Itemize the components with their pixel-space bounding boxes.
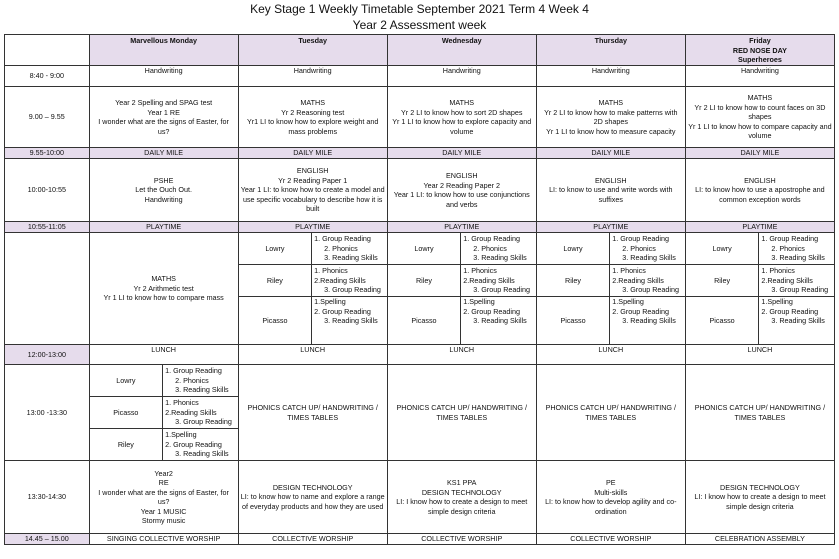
group-activities: 1. Group Reading 2. Phonics 3. Reading Skills	[610, 233, 686, 265]
cell-monday-maths: MATHS Yr 2 Arithmetic test Yr 1 LI to know how to compare mass	[89, 233, 238, 345]
group-name-lowry: Lowry	[536, 233, 610, 265]
page-title: Key Stage 1 Weekly Timetable September 2021 Term 4 Week 4	[250, 2, 589, 16]
cell: LUNCH	[387, 345, 536, 365]
cell-wednesday-phonics: PHONICS CATCH UP/ HANDWRITING / TIMES TABLES	[387, 365, 536, 461]
page-subtitle: Year 2 Assessment week	[352, 18, 487, 32]
row-session-1	[5, 87, 835, 148]
group-name-riley: Riley	[536, 265, 610, 297]
row-handwriting	[5, 66, 835, 87]
time-cell: 10:55-11:05	[5, 222, 90, 233]
group-activities: 1. Group Reading 2. Phonics 3. Reading Skills	[312, 233, 388, 265]
time-cell-empty	[5, 233, 90, 345]
group-name-picasso: Picasso	[238, 297, 312, 345]
cell: Handwriting	[238, 66, 387, 87]
time-cell: 8:40 - 9:00	[5, 66, 90, 87]
header-row	[5, 35, 835, 66]
group-activities: 1. Phonics 2.Reading Skills 3. Group Reading	[759, 265, 835, 297]
group-name-riley: Riley	[387, 265, 461, 297]
time-cell: 13:30-14:30	[5, 461, 90, 534]
cell: CELEBRATION ASSEMBLY	[685, 534, 834, 545]
cell-wednesday-afternoon: KS1 PPA DESIGN TECHNOLOGY LI: I know how to create a design to meet simple design criteria	[387, 461, 536, 534]
group-name-picasso: Picasso	[387, 297, 461, 345]
group-activities: 1.Spelling 2. Group Reading 3. Reading Skills	[610, 297, 686, 345]
cell: PLAYTIME	[536, 222, 685, 233]
cell: Handwriting	[685, 66, 834, 87]
group-name-lowry: Lowry	[89, 365, 163, 397]
row-session-2	[5, 159, 835, 222]
row-daily-mile	[5, 148, 835, 159]
group-activities: 1. Phonics 2.Reading Skills 3. Group Reading	[610, 265, 686, 297]
cell: LUNCH	[685, 345, 834, 365]
cell-thursday-afternoon: PE Multi-skills LI: to know how to develop agility and co-ordination	[536, 461, 685, 534]
cell-monday-session-2: PSHE Let the Ouch Out. Handwriting	[89, 159, 238, 222]
cell-friday-session-2: ENGLISH LI: to know how to use a apostrophe and common exception words	[685, 159, 834, 222]
corner-cell	[5, 35, 90, 66]
cell-wednesday-session-2: ENGLISH Year 2 Reading Paper 2 Year 1 LI: to know how to use conjunctions and verbs	[387, 159, 536, 222]
cell-monday-session-1: Year 2 Spelling and SPAG test Year 1 RE I wonder what are the signs of Easter, for us?	[89, 87, 238, 148]
time-cell: 10:00-10:55	[5, 159, 90, 222]
cell-friday-phonics: PHONICS CATCH UP/ HANDWRITING / TIMES TABLES	[685, 365, 834, 461]
cell-tuesday-afternoon: DESIGN TECHNOLOGY LI: to know how to name and explore a range of everyday products and how they are used	[238, 461, 387, 534]
cell: SINGING COLLECTIVE WORSHIP	[89, 534, 238, 545]
timetable-grid	[4, 34, 835, 545]
day-header-tuesday: Tuesday	[238, 35, 387, 66]
row-lunch	[5, 345, 835, 365]
group-activities: 1. Phonics 2.Reading Skills 3. Group Reading	[163, 397, 239, 429]
cell: COLLECTIVE WORSHIP	[536, 534, 685, 545]
cell: PLAYTIME	[685, 222, 834, 233]
cell-thursday-phonics: PHONICS CATCH UP/ HANDWRITING / TIMES TABLES	[536, 365, 685, 461]
cell-thursday-session-2: ENGLISH LI: to know to use and write words with suffixes	[536, 159, 685, 222]
time-cell: 12:00-13:00	[5, 345, 90, 365]
cell: DAILY MILE	[387, 148, 536, 159]
cell-tuesday-session-1: MATHS Yr 2 Reasoning test Yr1 LI to know how to explore weight and mass problems	[238, 87, 387, 148]
cell: DAILY MILE	[89, 148, 238, 159]
cell: COLLECTIVE WORSHIP	[387, 534, 536, 545]
group-activities: 1.Spelling 2. Group Reading 3. Reading Skills	[312, 297, 388, 345]
time-cell: 14.45 – 15.00	[5, 534, 90, 545]
cell: LUNCH	[238, 345, 387, 365]
cell: Handwriting	[387, 66, 536, 87]
group-activities: 1.Spelling 2. Group Reading 3. Reading Skills	[461, 297, 537, 345]
group-name-picasso: Picasso	[685, 297, 759, 345]
cell: DAILY MILE	[536, 148, 685, 159]
cell: COLLECTIVE WORSHIP	[238, 534, 387, 545]
cell: Handwriting	[536, 66, 685, 87]
cell-monday-afternoon: Year2 RE I wonder what are the signs of Easter, for us? Year 1 MUSIC Stormy music	[89, 461, 238, 534]
group-activities: 1. Group Reading 2. Phonics 3. Reading Skills	[163, 365, 239, 397]
cell: Handwriting	[89, 66, 238, 87]
time-cell: 9.00 – 9.55	[5, 87, 90, 148]
cell: PLAYTIME	[89, 222, 238, 233]
group-name-picasso: Picasso	[536, 297, 610, 345]
cell-thursday-session-1: MATHS Yr 2 LI to know how to make patterns with 2D shapes Yr 1 LI to know how to measure capacity	[536, 87, 685, 148]
cell: DAILY MILE	[685, 148, 834, 159]
group-name-lowry: Lowry	[685, 233, 759, 265]
row-phonics	[5, 365, 835, 397]
group-name-riley: Riley	[89, 429, 163, 461]
cell-friday-afternoon: DESIGN TECHNOLOGY LI: I know how to create a design to meet simple design criteria	[685, 461, 834, 534]
cell-tuesday-phonics: PHONICS CATCH UP/ HANDWRITING / TIMES TABLES	[238, 365, 387, 461]
cell-friday-session-1: MATHS Yr 2 LI to know how to count faces on 3D shapes Yr 1 LI to know how to compare capacity and volume	[685, 87, 834, 148]
group-activities: 1. Phonics 2.Reading Skills 3. Group Reading	[461, 265, 537, 297]
time-cell: 9.55-10:00	[5, 148, 90, 159]
time-cell: 13:00 -13:30	[5, 365, 90, 461]
row-afternoon	[5, 461, 835, 534]
cell: LUNCH	[89, 345, 238, 365]
group-name-riley: Riley	[685, 265, 759, 297]
cell: DAILY MILE	[238, 148, 387, 159]
group-name-lowry: Lowry	[238, 233, 312, 265]
row-playtime	[5, 222, 835, 233]
group-name-lowry: Lowry	[387, 233, 461, 265]
group-name-riley: Riley	[238, 265, 312, 297]
cell: LUNCH	[536, 345, 685, 365]
day-header-wednesday: Wednesday	[387, 35, 536, 66]
group-activities: 1.Spelling 2. Group Reading 3. Reading Skills	[163, 429, 239, 461]
group-activities: 1. Group Reading 2. Phonics 3. Reading Skills	[759, 233, 835, 265]
cell-tuesday-session-2: ENGLISH Yr 2 Reading Paper 1 Year 1 LI: to know how to create a model and use specific vocabulary to describe how it is built	[238, 159, 387, 222]
group-activities: 1.Spelling 2. Group Reading 3. Reading Skills	[759, 297, 835, 345]
row-worship	[5, 534, 835, 545]
group-activities: 1. Group Reading 2. Phonics 3. Reading Skills	[461, 233, 537, 265]
cell: PLAYTIME	[387, 222, 536, 233]
row-reading-groups	[5, 233, 835, 265]
cell-wednesday-session-1: MATHS Yr 2 LI to know how to sort 2D shapes Yr 1 LI to know how to explore capacity and volume	[387, 87, 536, 148]
day-header-friday: Friday RED NOSE DAY Superheroes	[685, 35, 834, 66]
group-name-picasso: Picasso	[89, 397, 163, 429]
day-header-monday: Marvellous Monday	[89, 35, 238, 66]
cell: PLAYTIME	[238, 222, 387, 233]
group-activities: 1. Phonics 2.Reading Skills 3. Group Reading	[312, 265, 388, 297]
day-header-thursday: Thursday	[536, 35, 685, 66]
